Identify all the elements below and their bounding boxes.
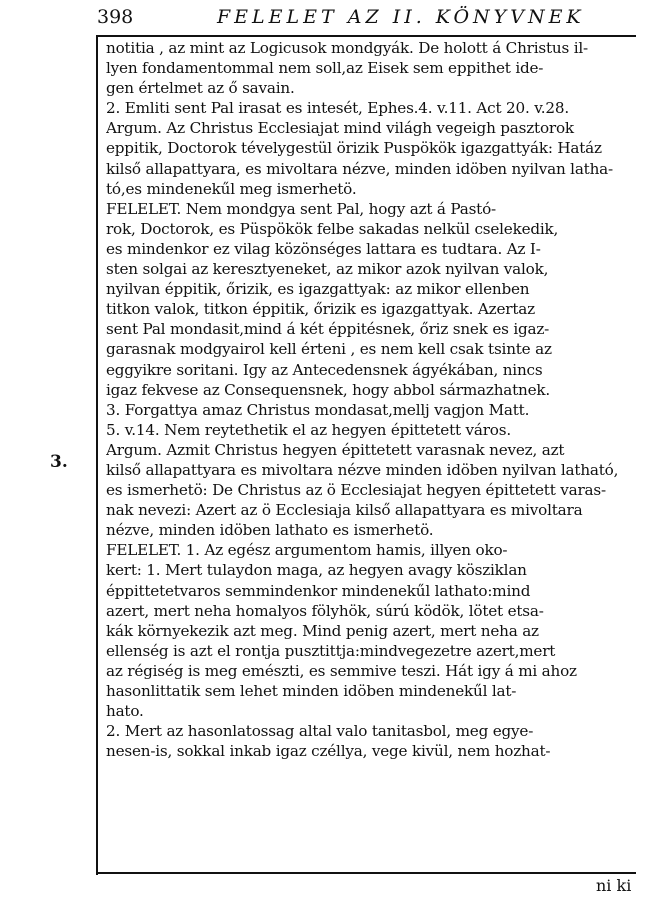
text-line: az régiség is meg emészti, es semmive teszi. Hát igy á mi ahoz: [106, 661, 577, 680]
text-line: hasonlittatik sem lehet minden idöben mindenekűl lat-: [106, 682, 517, 700]
text-line: 2. Emliti sent Pal irasat es intesét, Ephes.4. v.11. Act 20. v.28.: [106, 99, 569, 118]
text-line: tó,es mindenekűl meg ismerhetö.: [106, 179, 357, 198]
text-line: titkon valok, titkon éppitik, őrizik es igazgattyak. Azertaz: [106, 300, 535, 319]
text-line: nak nevezi: Azert az ö Ecclesiaja kilső allapattyara es mivoltara: [106, 501, 583, 520]
text-line: kert: 1. Mert tulaydon maga, az hegyen avagy kösziklan: [106, 561, 527, 580]
left-rule: [96, 35, 98, 875]
text-line: éppittetetvaros semmindenkor mindenekűl lathato:mind: [106, 581, 531, 600]
text-line: ellenség is azt el rontja pusztittja:mindvegezetre azert,mert: [106, 641, 556, 660]
text-line: nézve, minden idöben lathato es ismerhetö.: [106, 521, 434, 540]
top-rule: [96, 35, 636, 37]
text-line: kilső allapattyara, es mivoltara nézve, minden idöben nyilvan latha-: [106, 159, 613, 178]
running-header: [97, 6, 637, 32]
text-line: garasnak modgyairol kell érteni , es nem kell csak tsinte az: [106, 340, 552, 359]
text-line: kák környekezik azt meg. Mind penig azert, mert neha az: [106, 621, 539, 640]
text-line: hato.: [106, 702, 144, 721]
text-line: Argum. Azmit Christus hegyen épittetett varasnak nevez, azt: [106, 440, 565, 459]
text-line: FELELET. Nem mondgya sent Pal, hogy azt á Pastó-: [106, 199, 496, 218]
text-line: es ismerhetö: De Christus az ö Ecclesiajat hegyen épittetett varas-: [106, 481, 606, 500]
text-line: sten solgai az keresztyeneket, az mikor azok nyilvan valok,: [106, 260, 549, 279]
text-line: kilső allapattyara es mivoltara nézve minden idöben nyilvan latható,: [106, 460, 619, 479]
text-line: rok, Doctorok, es Püspökök felbe sakadas nelkül cselekedik,: [106, 219, 559, 238]
text-line: nyilvan éppitik, őrizik, es igazgattyak: az mikor ellenben: [106, 280, 530, 299]
text-line: eggyikre soritani. Igy az Antecedensnek ágyékában, nincs: [106, 360, 543, 379]
text-line: notitia , az mint az Logicusok mondgyák. De holott á Christus il-: [106, 39, 588, 57]
text-line: gen értelmet az ő savain.: [106, 79, 295, 98]
text-line: azert, mert neha homalyos fölyhök, súrú ködök, lötet etsa-: [106, 601, 544, 620]
text-line: igaz fekvese az Consequensnek, hogy abbol sármazhatnek.: [106, 380, 551, 399]
bottom-rule: [96, 872, 636, 874]
body-text: [106, 38, 638, 761]
catchword: ni ki: [596, 876, 632, 895]
text-line: 2. Mert az hasonlatossag altal valo tanitasbol, meg egye-: [106, 722, 534, 741]
text-line: 5. v.14. Nem reytethetik el az hegyen épittetett város.: [106, 420, 511, 439]
text-line: es mindenkor ez vilag közönséges lattara es tudtara. Az I-: [106, 239, 541, 258]
text-line: 3. Forgattya amaz Christus mondasat,mellj vagjon Matt.: [106, 400, 530, 419]
text-line: lyen fondamentommal nem soll,az Eisek sem eppithet ide-: [106, 59, 544, 78]
text-line: eppitik, Doctorok tévelygestül örizik Puspökök igazgattyák: Hatáz: [106, 139, 602, 158]
text-line: sent Pal mondasit,mind á két éppitésnek, őriz snek es igaz-: [106, 320, 550, 339]
margin-section-number: 3.: [50, 452, 68, 472]
running-title: FELELET AZ II. KÖNYVNEK: [217, 6, 585, 28]
text-line: Argum. Az Christus Ecclesiajat mind világh vegeigh pasztorok: [106, 119, 574, 138]
page-number: 398: [97, 6, 134, 28]
text-line: nesen-is, sokkal inkab igaz czéllya, vege kivül, nem hozhat-: [106, 742, 551, 761]
text-line: FELELET. 1. Az egész argumentom hamis, illyen oko-: [106, 541, 508, 560]
